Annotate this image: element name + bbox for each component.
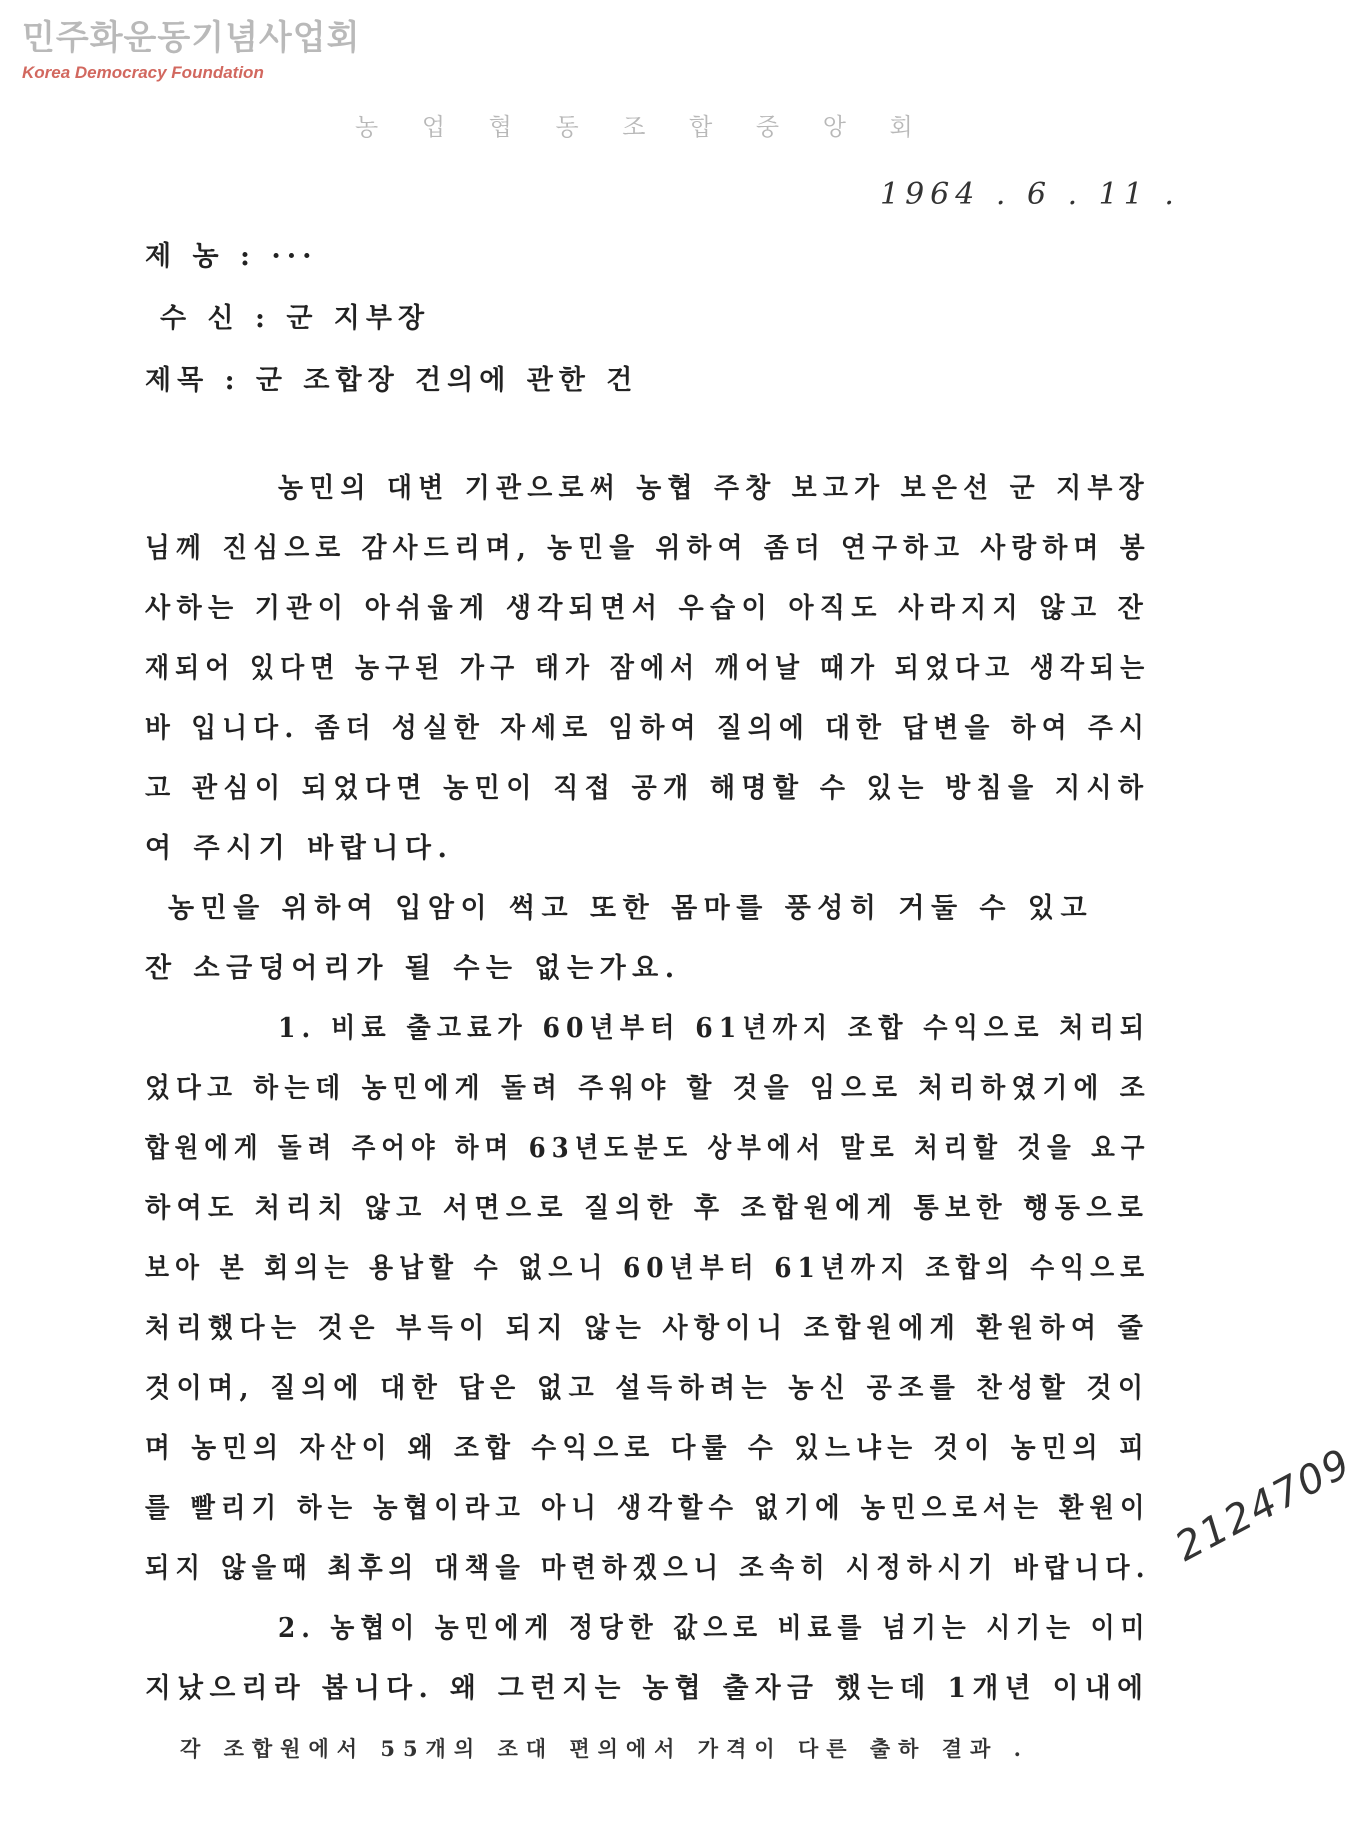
body-line: 농민을 위하여 입암이 썩고 또한 몸마를 풍성히 거둘 수 있고 xyxy=(168,893,1094,924)
faint-heading: 농 업 협 동 조 합 중 앙 회 xyxy=(355,113,931,141)
reference-number: 제 농 : ··· xyxy=(145,241,318,272)
body-line: 처리했다는 것은 부득이 되지 않는 사항이니 조합원에게 환원하여 줄 xyxy=(145,1313,1150,1344)
body-line: 를 빨리기 하는 농협이라고 아니 생각할수 없기에 농민으로서는 환원이 xyxy=(145,1493,1151,1524)
body-line: 되지 않을때 최후의 대책을 마련하겠으니 조속히 시정하시기 바랍니다. xyxy=(145,1553,1151,1584)
body-line: 고 관심이 되었다면 농민이 직접 공개 해명할 수 있는 방침을 지시하 xyxy=(145,773,1150,804)
body-line: 보아 본 회의는 용납할 수 없으니 60년부터 61년까지 조합의 수익으로 xyxy=(145,1253,1151,1284)
body-line: 농민의 대변 기관으로써 농협 주창 보고가 보은선 군 지부장 xyxy=(278,473,1150,504)
body-line: 1. 비료 출고료가 60년부터 61년까지 조합 수익으로 처리되 xyxy=(278,1013,1151,1044)
body-line: 었다고 하는데 농민에게 돌려 주워야 할 것을 임으로 처리하였기에 조 xyxy=(145,1073,1151,1104)
body-line: 님께 진심으로 감사드리며, 농민을 위하여 좀더 연구하고 사랑하며 봉 xyxy=(145,533,1151,564)
document-date: 1964 . 6 . 11 . xyxy=(880,177,1180,212)
body-line: 2. 농협이 농민에게 정당한 값으로 비료를 넘기는 시기는 이미 xyxy=(278,1613,1151,1644)
body-line: 하여도 처리치 않고 서면으로 질의한 후 조합원에게 통보한 행동으로 xyxy=(145,1193,1150,1224)
body-line: 잔 소금덩어리가 될 수는 없는가요. xyxy=(145,953,681,984)
watermark-korean: 민주화운동기념사업회 xyxy=(22,18,361,58)
recipient-line: 수 신 : 군 지부장 xyxy=(160,303,431,334)
body-line: 지났으리라 봅니다. 왜 그런지는 농협 출자금 했는데 1개년 이내에 xyxy=(145,1673,1150,1704)
body-line: 사하는 기관이 아쉬웁게 생각되면서 우습이 아직도 사라지지 않고 잔 xyxy=(145,593,1150,624)
subject-line: 제목 : 군 조합장 건의에 관한 건 xyxy=(145,365,639,396)
handwritten-id: 2124709 xyxy=(1168,1439,1359,1571)
body-line: 재되어 있다면 농구된 가구 태가 잠에서 깨어날 때가 되었다고 생각되는 xyxy=(145,653,1151,684)
body-line: 며 농민의 자산이 왜 조합 수익으로 다룰 수 있느냐는 것이 농민의 피 xyxy=(145,1433,1151,1464)
body-line: 것이며, 질의에 대한 답은 없고 설득하려는 농신 공조를 찬성할 것이 xyxy=(145,1373,1150,1404)
body-line: 각 조합원에서 55개의 조대 편의에서 가격이 다른 출하 결과 . xyxy=(180,1736,1029,1761)
watermark-english: Korea Democracy Foundation xyxy=(22,63,264,82)
body-line: 합원에게 돌려 주어야 하며 63년도분도 상부에서 말로 처리할 것을 요구 xyxy=(145,1133,1151,1164)
body-line: 여 주시기 바랍니다. xyxy=(145,833,454,864)
body-line: 바 입니다. 좀더 성실한 자세로 임하여 질의에 대한 답변을 하여 주시 xyxy=(145,713,1151,744)
